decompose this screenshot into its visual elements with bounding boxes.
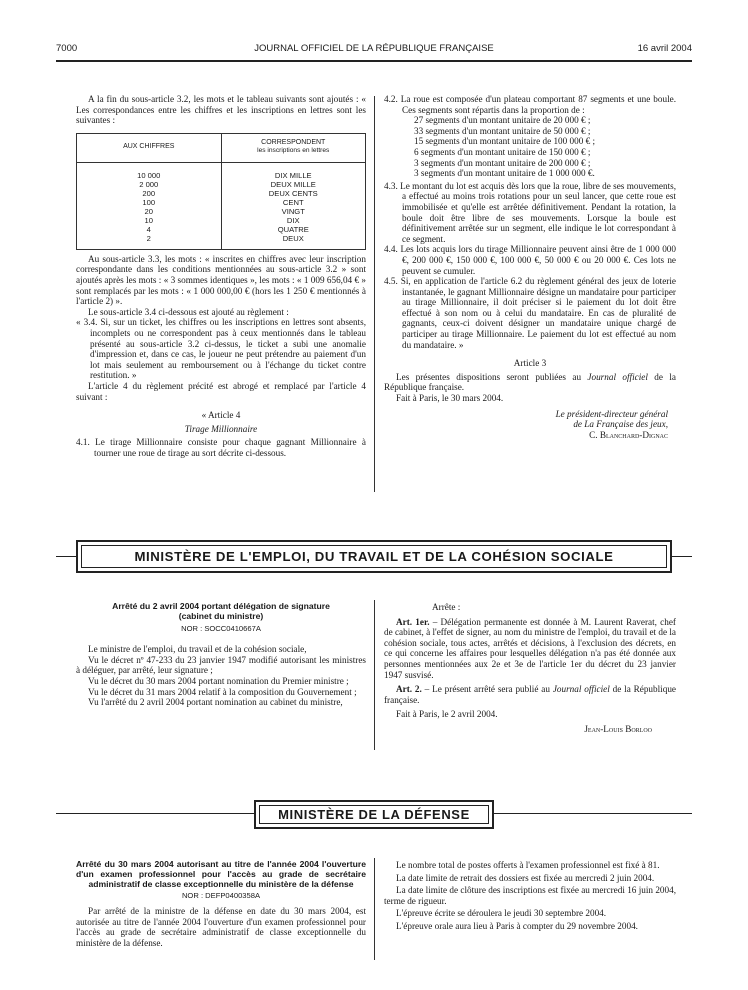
table-row: CENT [282,197,304,207]
decree1-nor: NOR : SOCC0410667A [181,623,261,633]
paragraph-4-2: 4.2. La roue est composée d'un plateau comportant 87 segments et une boule. Ces segments sont répartis dans la proportion de : [384,94,676,115]
table-row: 4 [146,224,151,234]
article-3-text: Les présentes dispositions seront publiées au Journal officiel de la République française. [384,371,676,393]
list-item: 3 segments d'un montant unitaire de 1 000 000 €. [414,168,595,179]
ministry-title-defense: MINISTÈRE DE LA DÉFENSE [278,807,470,822]
paragraph-4-3: 4.3. Le montant du lot est acquis dès lors que la roue, libre de ses mouvements, a effectué au moins trois rotations pour un seul lancer, que cette roue est immobilisée et qu'elle est arrêtée définitivement. Pendant la rotation, la boule doit être libre de ses mouvements. Lorsque la boule est définitivement arrêtée sur un segment, elle indique le lot correspondant à ce segment. [384,180,676,244]
table-header-chiffres: AUX CHIFFRES [77,133,222,162]
decree1-p1: Le ministre de l'emploi, du travail et de la cohésion sociale, [88,644,307,655]
intro-paragraph: A la fin du sous-article 3.2, les mots et le tableau suivants sont ajoutés : « Les correspondances entre les chiffres et les inscriptions en lettres sont les suivantes : [76,94,366,126]
paragraph-4-1: 4.1. Le tirage Millionnaire consiste pour chaque gagnant Millionnaire à tourner une roue de tirage au sort décrite ci-dessous. [76,437,366,458]
page-header [56,44,692,58]
numbers-table [76,133,366,250]
list-item: 3 segments d'un montant unitaire de 200 000 € ; [414,157,591,168]
decree2-r3: La date limite de clôture des inscriptions est fixée au mercredi 16 juin 2004, terme de rigueur. [384,885,676,906]
decree1-left [76,602,366,708]
decree1-fait: Fait à Paris, le 2 avril 2004. [396,709,498,720]
table-row: QUATRE [277,224,309,234]
decree2-right [384,860,676,932]
header-rule [56,60,692,62]
table-row: DEUX MILLE [270,179,316,189]
table-words-cell [221,162,366,249]
table-row: DEUX CENTS [268,188,318,198]
decree2-p1: Par arrêté de la ministre de la défense en date du 30 mars 2004, est autorisée au titre de l'année 2004 l'ouverture d'un examen professionnel pour l'accès au grade de secrétaire administratif de classe exceptionnelle du ministère de la défense. [76,905,366,948]
left-column-top [76,94,366,458]
decree1-article-1: Art. 1er. – Délégation permanente est donnée à M. Laurent Raverat, chef de cabinet, à l'effet de signer, au nom du ministre de l'emploi, du travail et de la cohésion sociale, tous actes, arrêtés et décisions, à l'exclusion des décrets, en ce qui concerne les affaires pour lesquelles délégation n'a pas été donnée aux personnes mentionnées aux 2e et 3e de l'article 1er du décret du 23 janvier 1947 susvisé. [384,616,676,680]
decree1-article-2: Art. 2. – Le présent arrêté sera publié au Journal officiel de la République française. [384,684,676,705]
table-row: DIX MILLE [274,170,312,180]
paragraph-article-4-intro: L'article 4 du règlement précité est abrogé et remplacé par l'article 4 suivant : [76,380,366,402]
column-divider-top [374,96,375,492]
list-item: 15 segments d'un montant unitaire de 100 000 € ; [414,136,596,147]
table-row: VINGT [281,206,305,216]
table-row: 100 [142,197,156,207]
decree2-r4: L'épreuve écrite se déroulera le jeudi 30 septembre 2004. [396,908,607,919]
paragraph-4-4: 4.4. Les lots acquis lors du tirage Millionnaire peuvent ainsi être de 1 000 000 €, 200 000 €, 150 000 €, 100 000 €, 50 000 € ou 20 000 €. Ces lots ne peuvent se cumuler. [384,244,676,276]
page-number: 7000 [56,43,78,54]
table-row: 10 [144,215,153,225]
article-4-heading: « Article 4 [201,410,241,421]
table-row: 2 [146,233,151,243]
column-divider-bottom [374,858,375,960]
decree2-left [76,860,366,948]
paragraph-sous-article-3-3: Au sous-article 3.3, les mots : « inscrites en chiffres avec leur inscription correspondante dans les conditions mentionnées au sous-article 3.2 » sont ajoutés après les mots : « 3 sommes identiques », les mots : « 1 009 656,04 € » sont remplacés par les mots : « 1 000 000,00 € (hors les 1 250 € mentionnés à l'article 2) ». [76,253,366,307]
fait-a-paris-1: Fait à Paris, le 30 mars 2004. [396,393,504,404]
ministry-banner-defense [254,800,494,829]
segments-list [384,115,676,179]
decree2-title: Arrêté du 30 mars 2004 autorisant au titre de l'année 2004 l'ouverture d'un examen professionnel pour l'accès au grade de secrétaire administratif de classe exceptionnelle du ministère de la défense [76,859,366,889]
decree1-title-line2: (cabinet du ministre) [178,610,264,621]
article-3-heading: Article 3 [513,358,547,369]
ministry-title-emploi: MINISTÈRE DE L'EMPLOI, DU TRAVAIL ET DE LA COHÉSION SOCIALE [134,549,614,564]
decree1-p2: Vu le décret nº 47-233 du 23 janvier 1947 modifié autorisant les ministres à déléguer, par arrêté, leur signature ; [76,654,366,676]
paragraph-4-5: 4.5. Si, en application de l'article 6.2 du règlement général des jeux de loterie instantanée, le gagnant Millionnaire désigne un mandataire pour participer au tirage Millionnaire, il doit préciser si le paiement du lot doit être effectué à son nom ou à celui du mandataire. En cas de pluralité de gagnants, ceux-ci doivent désigner un mandataire unique chargé de participer au tirage Millionnaire. Le paiement du lot est effectué au nom du mandataire. » [384,276,676,350]
signature-name-1: C. Blanchard-Dignac [589,429,668,440]
table-header-lettres: CORRESPONDENT les inscriptions en lettres [221,133,366,162]
table-row: DIX [286,215,300,225]
signature-title-1: Le président-directeur général [555,408,668,419]
list-item: 6 segments d'un montant unitaire de 150 000 € ; [414,146,591,157]
right-column-top [384,94,676,440]
decree1-signature: Jean-Louis Borloo [584,723,652,734]
decree2-r2: La date limite de retrait des dossiers est fixée au mercredi 2 juin 2004. [396,872,655,883]
paragraph-sous-article-3-4-intro: Le sous-article 3.4 ci-dessous est ajouté au règlement : [88,306,289,317]
list-item: 27 segments d'un montant unitaire de 20 000 € ; [414,115,591,126]
list-item: 33 segments d'un montant unitaire de 50 000 € ; [414,125,591,136]
decree1-p4: Vu le décret du 31 mars 2004 relatif à la composition du Gouvernement ; [88,686,357,697]
table-row: 20 [144,206,153,216]
table-row: 200 [142,188,156,198]
column-divider-middle [374,600,375,750]
table-row: 2 000 [139,179,159,189]
decree2-r1: Le nombre total de postes offerts à l'examen professionnel est fixé à 81. [396,860,660,870]
decree1-title-line1: Arrêté du 2 avril 2004 portant délégation de signature [112,601,330,611]
issue-date: 16 avril 2004 [637,43,692,54]
paragraph-sous-article-3-4: « 3.4. Si, sur un ticket, les chiffres ou les inscriptions en lettres sont absents, incomplets ou ne correspondent pas à ceux mentionnés dans le tableau présenté au sous-article 3.2 ci-dessus, le ticket a subi une anomalie d'impression et, dans ce cas, le joueur ne peut prétendre au paiement d'un lot mais seulement au remboursement ou à l'échange du ticket contre restitution. » [76,317,366,381]
table-numbers-cell [77,162,222,249]
article-4-subheading: Tirage Millionnaire [184,423,258,434]
decree1-arrete: Arrête : [432,602,461,612]
decree1-p3: Vu le décret du 30 mars 2004 portant nomination du Premier ministre ; [88,675,349,686]
decree1-right [384,602,676,735]
decree2-r5: L'épreuve orale aura lieu à Paris à compter du 29 novembre 2004. [396,920,638,931]
journal-title: JOURNAL OFFICIEL DE LA RÉPUBLIQUE FRANÇAISE [254,43,494,54]
decree1-p5: Vu l'arrêté du 2 avril 2004 portant nomination au cabinet du ministre, [88,697,343,708]
ministry-banner-emploi [76,540,672,573]
table-row: DEUX [282,233,304,243]
table-row: 10 000 [137,170,161,180]
signature-title-2: de La Française des jeux, [573,419,668,430]
decree2-nor: NOR : DEFP0400358A [181,891,261,901]
